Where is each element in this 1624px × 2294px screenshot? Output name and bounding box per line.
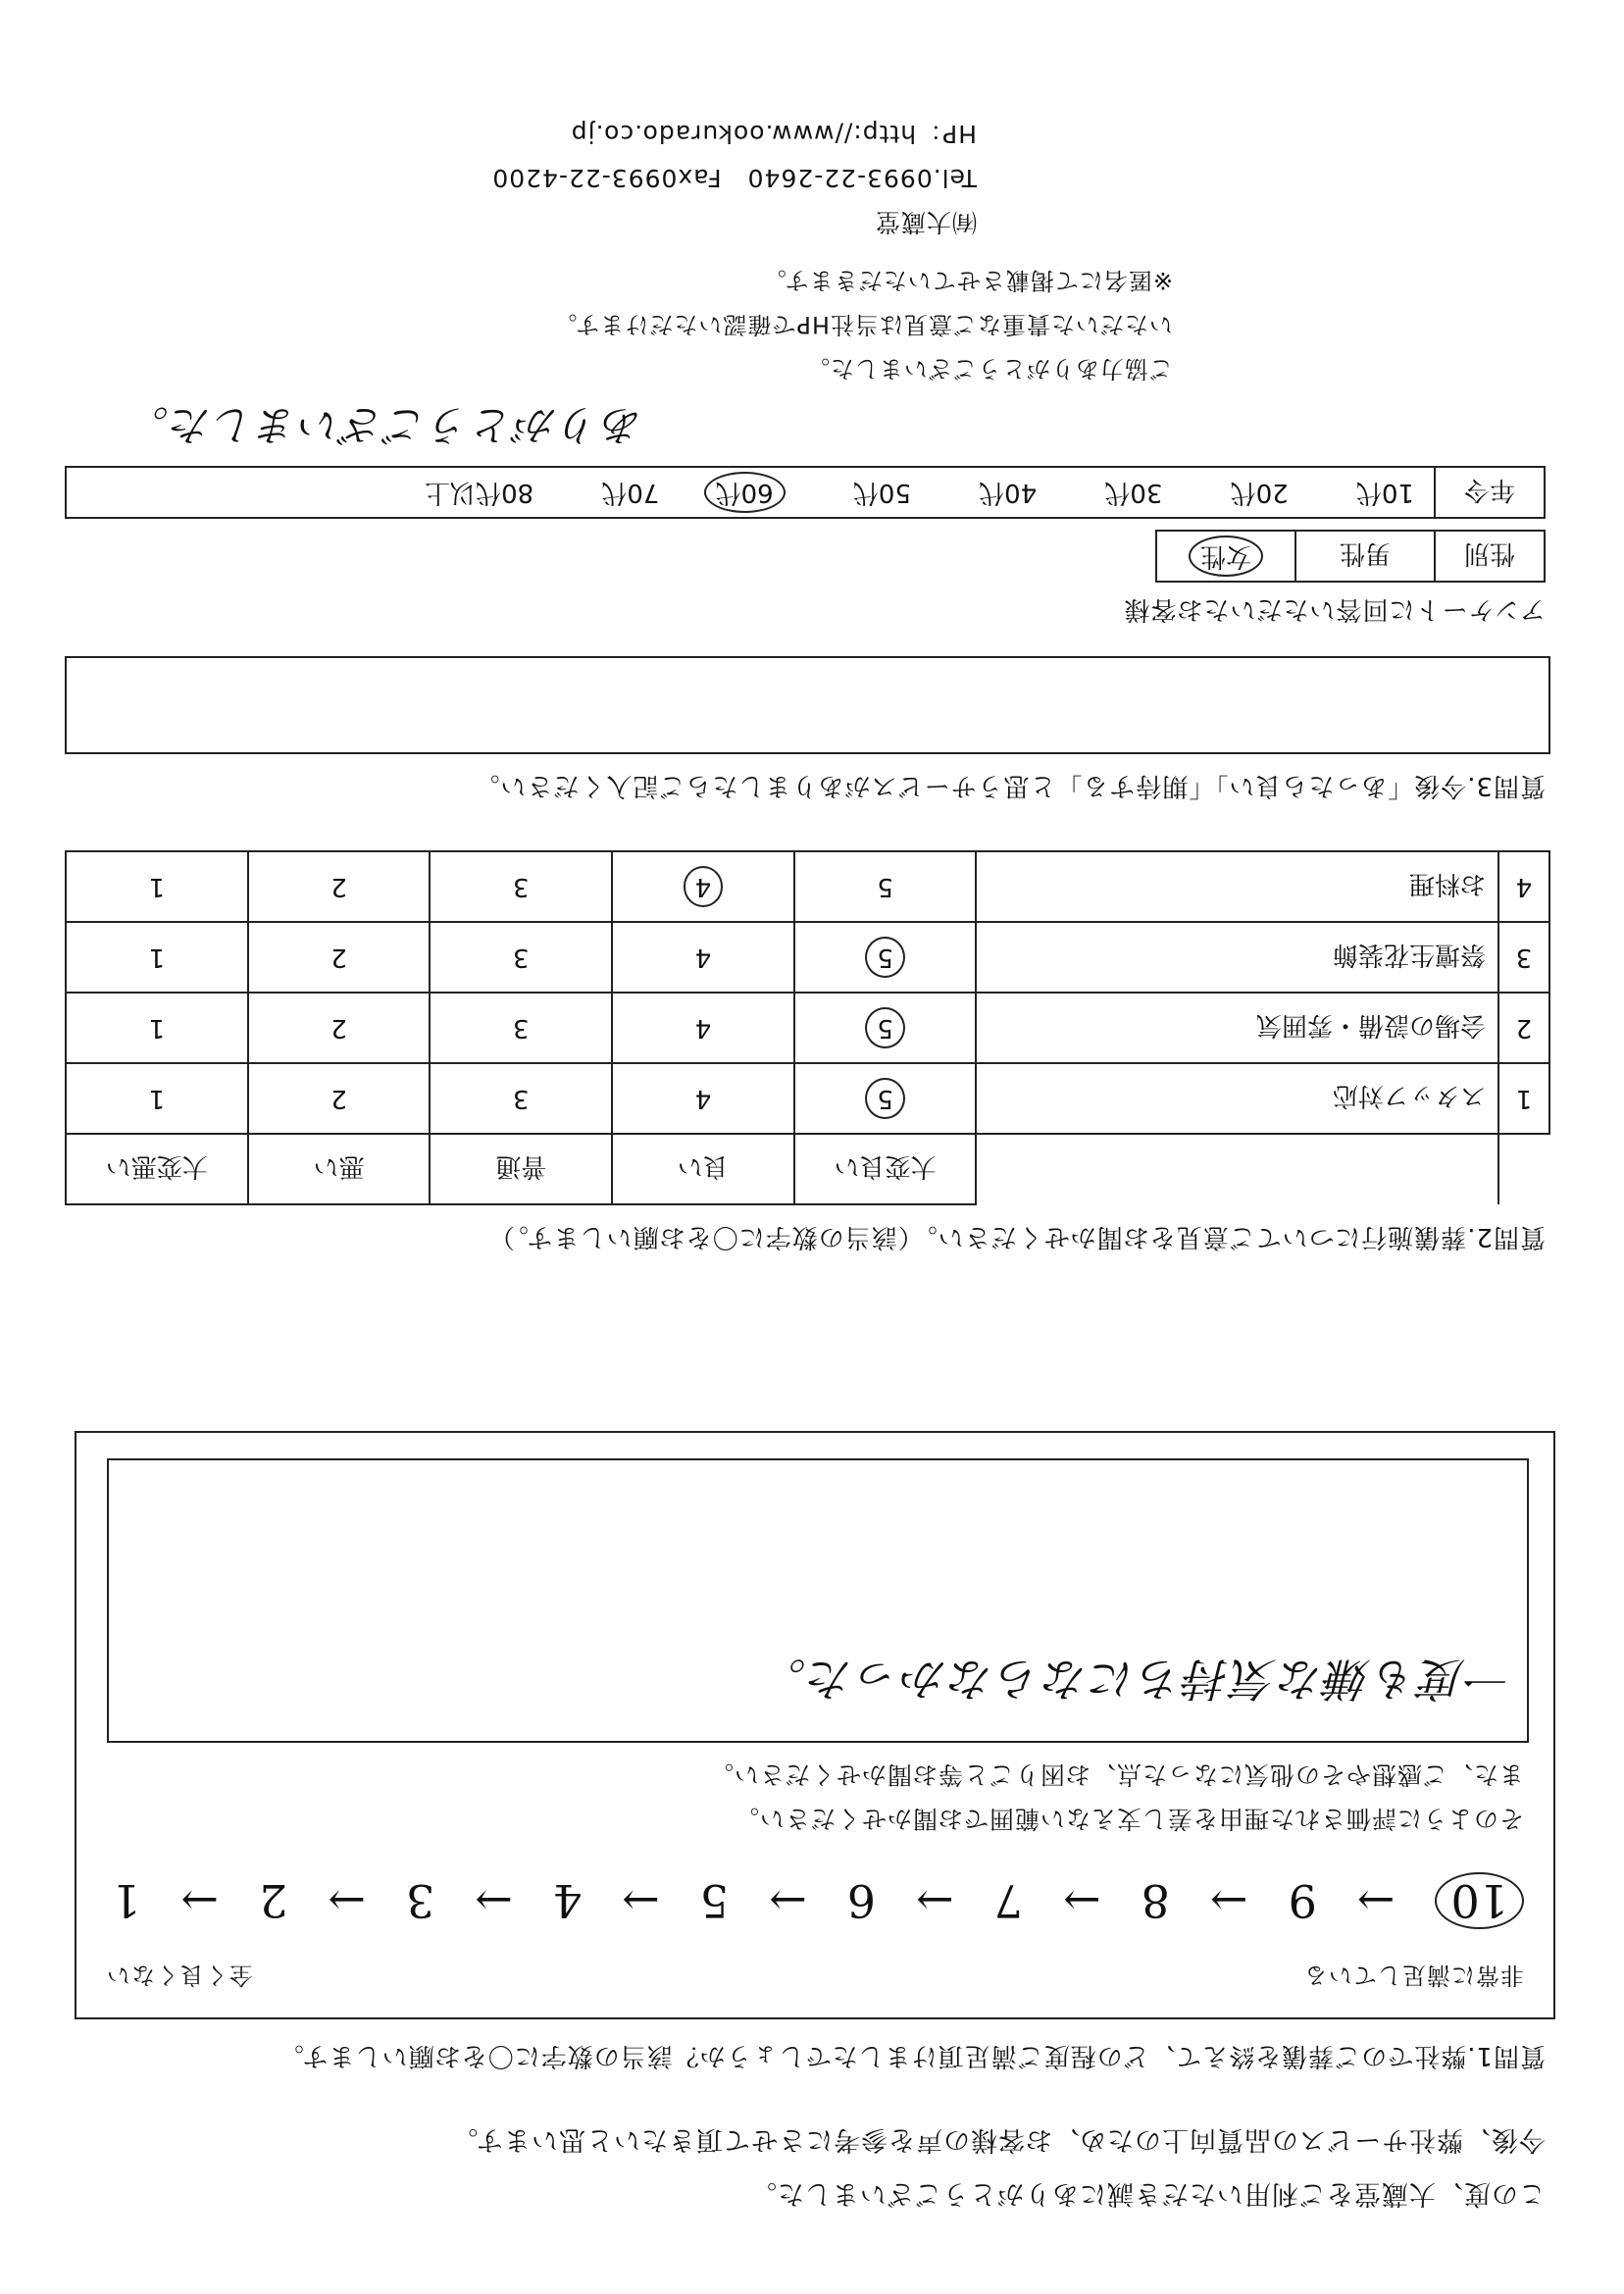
header-cell: 大変良い: [794, 1134, 977, 1204]
table-row: [66, 851, 1549, 922]
table-row: [66, 922, 1549, 993]
header-cell: 悪い: [248, 1134, 431, 1204]
rating-cell[interactable]: [794, 922, 977, 993]
rating-cell[interactable]: 2: [248, 851, 431, 922]
handwritten-thanks: ありがとうございました。: [125, 401, 643, 449]
q1-scale-5[interactable]: 5: [699, 1874, 730, 1927]
rating-5-selected[interactable]: 5: [865, 1078, 905, 1119]
table-header-row: [66, 1134, 1549, 1204]
q1-scale-1[interactable]: 1: [112, 1874, 141, 1927]
q2-table: [65, 850, 1550, 1205]
row-number: 2: [1498, 993, 1549, 1063]
rating-cell[interactable]: 3: [430, 1063, 612, 1134]
company-tel-fax: Tel.0993-22-2640 Fax0993-22-4200: [491, 164, 977, 192]
rating-cell[interactable]: [794, 1063, 977, 1134]
q1-instruction-1: そのように評価された理由を差し支えない範囲でお聞かせください。: [733, 1805, 1524, 1833]
rating-cell[interactable]: 2: [248, 993, 431, 1063]
q3-answer-box[interactable]: [65, 656, 1550, 754]
age-option[interactable]: 20代: [1230, 478, 1289, 507]
arrow-icon: →: [622, 1874, 660, 1927]
rating-cell[interactable]: 1: [66, 851, 248, 922]
rating-cell[interactable]: 4: [612, 922, 794, 993]
q1-box: [75, 1431, 1555, 2019]
arrow-icon: →: [180, 1874, 220, 1927]
rating-cell[interactable]: 1: [66, 922, 248, 993]
arrow-icon: →: [475, 1874, 513, 1927]
row-item: 会場の設備・雰囲気: [976, 993, 1498, 1063]
footer-line-3: ※匿名にて掲載させていただきます。: [761, 267, 1173, 294]
gender-option-female[interactable]: [1156, 531, 1295, 582]
rating-4-selected[interactable]: 4: [684, 866, 724, 907]
rating-cell[interactable]: 5: [794, 851, 977, 922]
row-number: 3: [1498, 922, 1549, 993]
row-item: お料理: [976, 851, 1498, 922]
arrow-icon: →: [1063, 1874, 1101, 1927]
rating-cell[interactable]: 3: [430, 922, 612, 993]
q1-question: 質問1.弊社でのご葬儀を終えて、どの程度ご満足頂けましたでしょうか？該当の数字に〇をお願いします。: [277, 2041, 1546, 2070]
q1-scale-2[interactable]: 2: [259, 1874, 288, 1927]
arrow-icon: →: [328, 1874, 366, 1927]
rating-cell[interactable]: [794, 993, 977, 1063]
gender-table: [1155, 530, 1546, 583]
header-cell: 普通: [430, 1134, 612, 1204]
row-item: 祭壇生花装飾: [976, 922, 1498, 993]
header-cell: 良い: [612, 1134, 794, 1204]
footer-line-2: いただいた貴重なご意見は当社HPで確認いただけます。: [552, 311, 1173, 338]
age-option[interactable]: 80代以上: [425, 478, 534, 507]
q1-scale-8[interactable]: 8: [1141, 1874, 1170, 1927]
q1-scale-9[interactable]: 9: [1288, 1874, 1317, 1927]
rating-cell[interactable]: 1: [66, 993, 248, 1063]
q1-answer: 一度も嫌な気持ちにならなかった。: [759, 1653, 1512, 1706]
row-number: 4: [1498, 851, 1549, 922]
age-option[interactable]: 40代: [979, 478, 1038, 507]
q1-label-high: 非常に満足している: [1303, 1962, 1524, 1989]
q2-question: 質問2.葬儀施行についてご意見をお聞かせください。（該当の数字に〇をお願いします。）: [487, 1222, 1546, 1251]
rating-cell[interactable]: 2: [248, 1063, 431, 1134]
intro-line-2: 今後、弊社サービスの品質向上のため、お客様の声を参考にさせて頂きたいと思います。: [450, 2124, 1546, 2155]
table-row: [66, 993, 1549, 1063]
company-homepage-link[interactable]: HP：http://www.ookurado.co.jp: [570, 120, 977, 148]
q1-answer-box[interactable]: [107, 1458, 1529, 1743]
rating-cell[interactable]: 3: [430, 993, 612, 1063]
arrow-icon: →: [916, 1874, 954, 1927]
gender-label: 性別: [1435, 531, 1545, 582]
footer-line-1: ご協力ありがとうございました。: [805, 355, 1173, 382]
q1-label-low: 全く良くない: [106, 1962, 253, 1989]
table-row: [66, 1063, 1549, 1134]
q1-scale-10[interactable]: 10: [1435, 1872, 1524, 1929]
arrow-icon: →: [769, 1874, 807, 1927]
q3-question: 質問3.今後「あったら良い」「期待する」と思うサービスがありましたらご記入ください。: [473, 771, 1546, 800]
q1-scale-4[interactable]: 4: [552, 1874, 583, 1927]
respondent-title: アンケートに回答いただいたお客様: [1123, 594, 1546, 624]
age-option[interactable]: 70代: [601, 478, 660, 507]
rating-cell[interactable]: 1: [66, 1063, 248, 1134]
age-selected[interactable]: 60代: [704, 472, 786, 513]
q1-scale-7[interactable]: 7: [993, 1874, 1023, 1927]
arrow-icon: →: [1209, 1874, 1248, 1927]
age-option[interactable]: 10代: [1355, 478, 1414, 507]
q1-scale: [112, 1872, 1524, 1929]
company-name: ㈲大蔵堂: [874, 208, 977, 236]
arrow-icon: →: [1356, 1874, 1396, 1927]
rating-cell[interactable]: 4: [612, 993, 794, 1063]
rating-cell[interactable]: 3: [430, 851, 612, 922]
header-cell: 大変悪い: [66, 1134, 248, 1204]
rating-5-selected[interactable]: 5: [865, 937, 905, 978]
gender-selected[interactable]: 女性: [1189, 535, 1263, 577]
row-number: 1: [1498, 1063, 1549, 1134]
q1-scale-6[interactable]: 6: [846, 1874, 877, 1927]
age-option[interactable]: 50代: [852, 478, 911, 507]
q1-instruction-2: また、ご感想やその他気になった点、お困りごと等お聞かせください。: [707, 1760, 1524, 1789]
age-label: 年令: [1435, 467, 1545, 518]
age-table: [65, 466, 1546, 519]
rating-cell[interactable]: [612, 851, 794, 922]
rating-cell[interactable]: 2: [248, 922, 431, 993]
intro-line-1: この度、大蔵堂をご利用いただき誠にありがとうございました。: [749, 2178, 1546, 2209]
q1-scale-3[interactable]: 3: [406, 1874, 435, 1927]
rating-5-selected[interactable]: 5: [865, 1007, 905, 1048]
age-option[interactable]: 30代: [1104, 478, 1163, 507]
rating-cell[interactable]: 4: [612, 1063, 794, 1134]
gender-option-male[interactable]: 男性: [1295, 531, 1435, 582]
row-item: スタッフ対応: [976, 1063, 1498, 1134]
